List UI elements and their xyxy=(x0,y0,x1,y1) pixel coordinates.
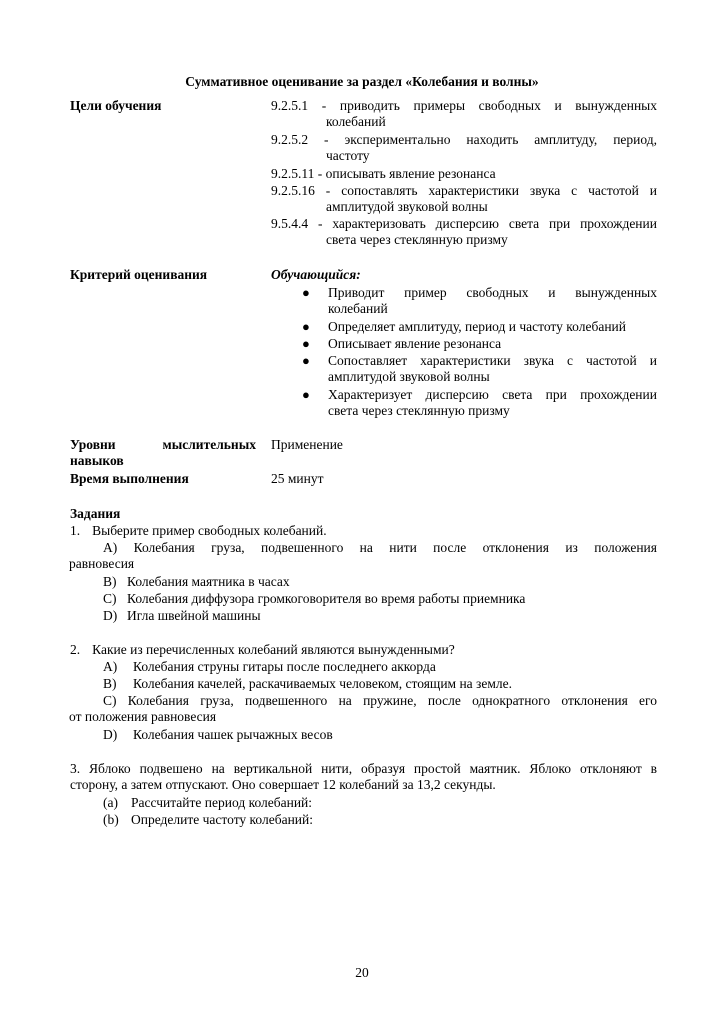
bullet-icon: ● xyxy=(302,353,310,368)
question-text: Какие из перечисленных колебаний являются вынужденными? xyxy=(92,642,455,657)
option-letter: B) xyxy=(103,676,117,691)
q1-option-b xyxy=(103,574,290,590)
option-letter: D) xyxy=(103,608,118,623)
q3-part-b xyxy=(103,812,313,828)
time-value: 25 минут xyxy=(271,471,324,486)
objective-item xyxy=(271,98,657,130)
question-text: Выберите пример свободных колебаний. xyxy=(92,523,327,538)
objective-text-cont: частоту xyxy=(326,148,370,163)
option-letter: A) xyxy=(103,659,118,674)
page-title: Суммативное оценивание за раздел «Колебания и волны» xyxy=(185,74,539,89)
option-text: Колебания струны гитары после последнего аккорда xyxy=(133,659,436,674)
objective-text: - экспериментально находить амплитуду, период, xyxy=(308,132,657,147)
objective-code: 9.2.5.2 xyxy=(271,132,309,147)
criteria-item xyxy=(302,387,657,419)
criteria-text: Сопоставляет характеристики звука с частотой и xyxy=(328,353,657,368)
criteria-text: Описывает явление резонанса xyxy=(328,336,502,351)
objective-text: - описывать явление резонанса xyxy=(314,166,496,181)
objective-text-cont: амплитудой звуковой волны xyxy=(326,199,488,214)
objective-code: 9.2.5.16 xyxy=(271,183,315,198)
criteria-item xyxy=(302,319,657,335)
q1-option-a xyxy=(69,540,657,572)
question-1 xyxy=(70,523,327,539)
criteria-text-cont: света через стеклянную призму xyxy=(328,403,510,418)
objective-text: - приводить примеры свободных и вынужденных xyxy=(308,98,657,113)
option-text: Колебания груза, подвешенного на пружине, после однократного отклонения его xyxy=(127,693,658,708)
levels-label: Уровни мыслительных навыков xyxy=(70,437,256,468)
question-number: 1. xyxy=(70,523,81,538)
q2-option-a xyxy=(103,659,436,675)
question-number: 3. xyxy=(70,761,81,776)
option-text: Игла швейной машины xyxy=(127,608,261,623)
q2-option-b xyxy=(103,676,512,692)
objective-item xyxy=(271,132,657,164)
objective-text: - характеризовать дисперсию света при прохождении xyxy=(308,216,657,231)
part-letter: (b) xyxy=(103,812,119,827)
objective-code: 9.5.4.4 xyxy=(271,216,309,231)
part-text: Рассчитайте период колебаний: xyxy=(131,795,313,810)
objectives-label: Цели обучения xyxy=(70,98,162,113)
objective-item xyxy=(271,166,657,182)
criteria-text: Определяет амплитуду, период и частоту колебаний xyxy=(328,319,626,334)
question-3 xyxy=(70,761,657,793)
question-2 xyxy=(70,642,455,658)
q2-option-c xyxy=(69,693,658,725)
q2-option-d xyxy=(103,727,333,743)
objective-item xyxy=(271,216,657,248)
objective-text-cont: света через стеклянную призму xyxy=(326,232,508,247)
option-text: Колебания диффузора громкоговорителя во время работы приемника xyxy=(127,591,526,606)
option-text: Колебания чашек рычажных весов xyxy=(133,727,333,742)
objective-item xyxy=(271,183,657,215)
q3-part-a xyxy=(103,795,312,811)
criteria-item xyxy=(302,336,657,352)
bullet-icon: ● xyxy=(302,336,310,351)
page-number: 20 xyxy=(355,965,369,980)
option-letter: D) xyxy=(103,727,118,742)
bullet-icon: ● xyxy=(302,387,310,402)
question-number: 2. xyxy=(70,642,81,657)
bullet-icon: ● xyxy=(302,319,310,334)
option-letter: A) xyxy=(103,540,118,555)
criteria-heading: Обучающийся: xyxy=(271,267,361,282)
option-letter: C) xyxy=(103,693,117,708)
option-text: Колебания маятника в часах xyxy=(127,574,290,589)
q1-option-c xyxy=(103,591,525,607)
objective-code: 9.2.5.11 xyxy=(271,166,315,181)
bullet-icon: ● xyxy=(302,285,310,300)
objective-code: 9.2.5.1 xyxy=(271,98,309,113)
objective-text-cont: колебаний xyxy=(326,114,386,129)
option-letter: C) xyxy=(103,591,117,606)
part-letter: (a) xyxy=(103,795,118,810)
option-text-cont: равновесия xyxy=(69,556,135,571)
option-text-cont: от положения равновесия xyxy=(69,709,217,724)
criteria-item xyxy=(302,285,657,317)
question-text: Яблоко подвешено на вертикальной нити, образуя простой маятник. Яблоко отклоняют в xyxy=(89,761,657,776)
criteria-text-cont: колебаний xyxy=(328,301,388,316)
part-text: Определите частоту колебаний: xyxy=(131,812,313,827)
levels-value: Применение xyxy=(271,437,343,452)
criteria-text: Приводит пример свободных и вынужденных xyxy=(328,285,657,300)
option-text: Колебания качелей, раскачиваемых человеком, стоящим на земле. xyxy=(133,676,513,691)
time-label: Время выполнения xyxy=(70,471,189,486)
option-letter: B) xyxy=(103,574,117,589)
option-text: Колебания груза, подвешенного на нити после отклонения из положения xyxy=(133,540,657,555)
tasks-heading: Задания xyxy=(70,506,121,521)
criteria-text-cont: амплитудой звуковой волны xyxy=(328,369,490,384)
criteria-text: Характеризует дисперсию света при прохождении xyxy=(328,387,657,402)
objective-text: - сопоставлять характеристики звука с частотой и xyxy=(314,183,657,198)
criteria-label: Критерий оценивания xyxy=(70,267,208,282)
question-text-cont: сторону, а затем отпускают. Оно совершает 12 колебаний за 13,2 секунды. xyxy=(70,777,496,792)
criteria-item xyxy=(302,353,657,385)
q1-option-d xyxy=(103,608,261,624)
